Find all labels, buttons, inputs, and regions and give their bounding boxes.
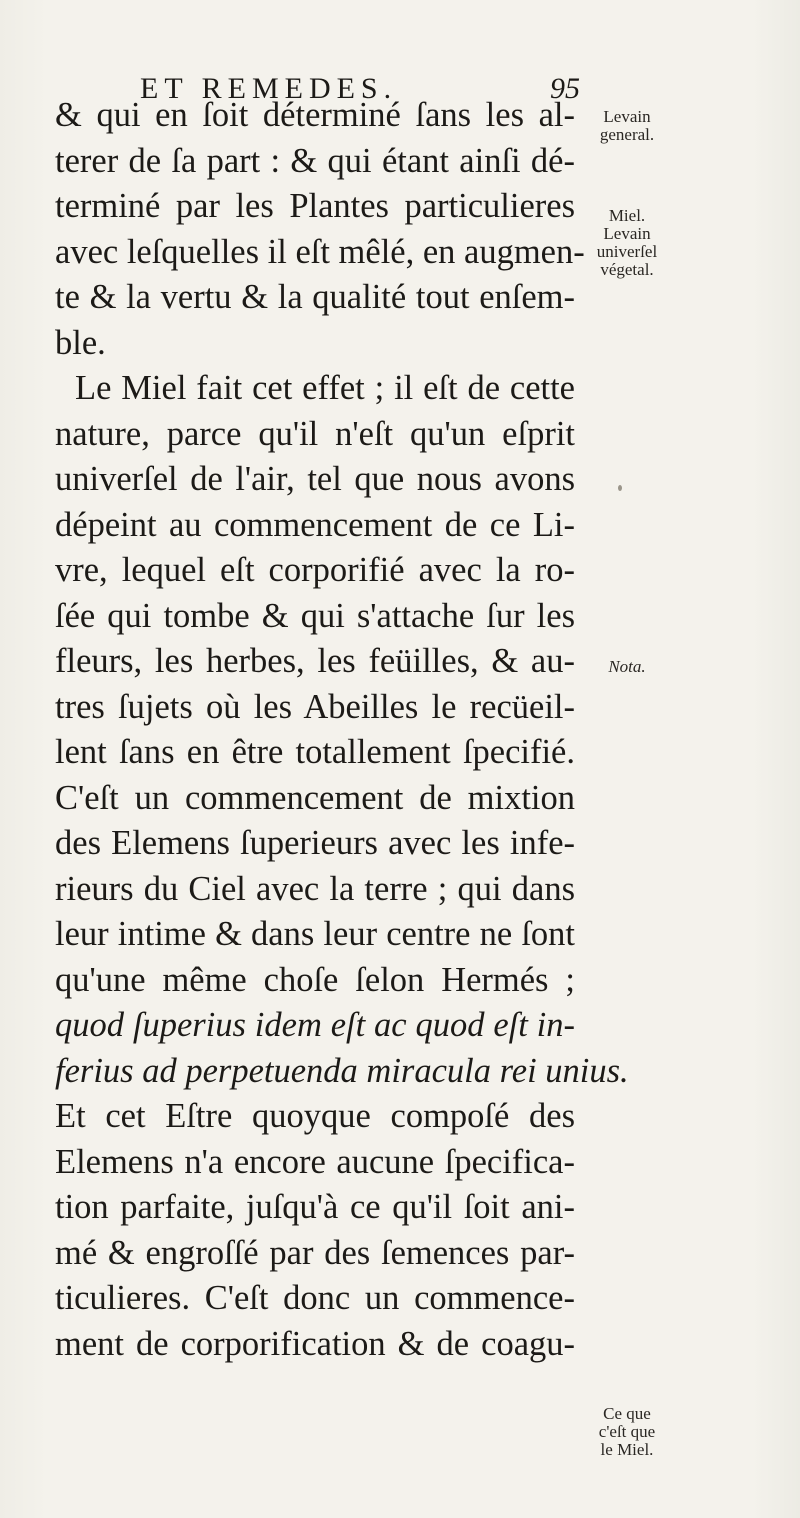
text-line: Elemens n'a encore aucune ſpecifica- bbox=[55, 1142, 575, 1181]
text-line: tion parfaite, juſqu'à ce qu'il ſoit ani- bbox=[55, 1188, 575, 1226]
margin-note-line: végetal. bbox=[600, 260, 654, 279]
text-line: C'eſt un commencement de mixtion bbox=[55, 778, 575, 817]
margin-note-line: le Miel. bbox=[600, 1440, 654, 1459]
text-line: nature, parce qu'il n'eſt qu'un eſprit bbox=[55, 414, 575, 453]
text-line: vre, lequel eſt corporifié avec la ro- bbox=[55, 551, 575, 589]
text-line: terminé par les Plantes particulieres bbox=[55, 187, 575, 225]
text-line: ſée qui tombe & qui s'attache ſur les bbox=[55, 596, 575, 635]
text-line: tres ſujets où les Abeilles le recüeil- bbox=[55, 687, 575, 726]
text-line: leur intime & dans leur centre ne ſont bbox=[55, 915, 575, 953]
text-line: Et cet Eſtre quoyque compoſé des bbox=[55, 1097, 575, 1135]
text-line: te & la vertu & la qualité tout enſem- bbox=[55, 278, 575, 316]
text-line: univerſel de l'air, tel que nous avons bbox=[55, 460, 575, 498]
margin-note-line: univerſel bbox=[596, 242, 658, 261]
margin-note-line: Ce que bbox=[603, 1404, 651, 1423]
ink-speck bbox=[618, 485, 622, 491]
running-title: ET REMEDES. bbox=[140, 72, 398, 105]
page-number: 95 bbox=[550, 72, 580, 105]
text-line: fleurs, les herbes, les feüilles, & au- bbox=[55, 642, 575, 680]
text-line: mé & engroſſé par des ſemences par- bbox=[55, 1233, 575, 1272]
margin-note-line: Levain bbox=[603, 107, 651, 126]
text-line: & qui en ſoit déterminé ſans les al- bbox=[55, 96, 575, 134]
text-line-latin: ferius ad perpetuenda miracula rei unius. bbox=[55, 1051, 629, 1090]
text-line: ticulieres. C'eſt donc un commence- bbox=[55, 1279, 575, 1317]
text-line: rieurs du Ciel avec la terre ; qui dans bbox=[55, 869, 575, 908]
text-line: Le Miel fait cet effet ; il eſt de cette bbox=[75, 369, 575, 407]
text-line: des Elemens ſuperieurs avec les infe- bbox=[55, 824, 575, 862]
margin-note-line: Nota. bbox=[608, 657, 646, 676]
text-line-latin: quod ſuperius idem eſt ac quod eſt in- bbox=[55, 1006, 575, 1044]
margin-note-ce-que bbox=[582, 1405, 672, 1459]
margin-note-nota bbox=[582, 658, 672, 676]
margin-note-line: Miel. bbox=[608, 206, 646, 225]
margin-note-levain-general bbox=[582, 108, 672, 144]
margin-note-line: c'eſt que bbox=[598, 1422, 656, 1441]
text-line: terer de ſa part : & qui étant ainſi dé- bbox=[55, 141, 575, 180]
text-line: avec leſquelles il eſt mêlé, en augmen- bbox=[55, 232, 585, 271]
text-line: ble. bbox=[55, 323, 106, 362]
text-line: lent ſans en être totallement ſpecifié. bbox=[55, 733, 575, 771]
margin-note-line: general. bbox=[599, 125, 655, 144]
text-line: qu'une même choſe ſelon Hermés ; bbox=[55, 960, 575, 999]
text-line: dépeint au commencement de ce Li- bbox=[55, 505, 575, 544]
margin-note-line: Levain bbox=[603, 224, 651, 243]
text-line: ment de corporification & de coagu- bbox=[55, 1324, 575, 1363]
margin-note-miel-levain bbox=[582, 207, 672, 279]
